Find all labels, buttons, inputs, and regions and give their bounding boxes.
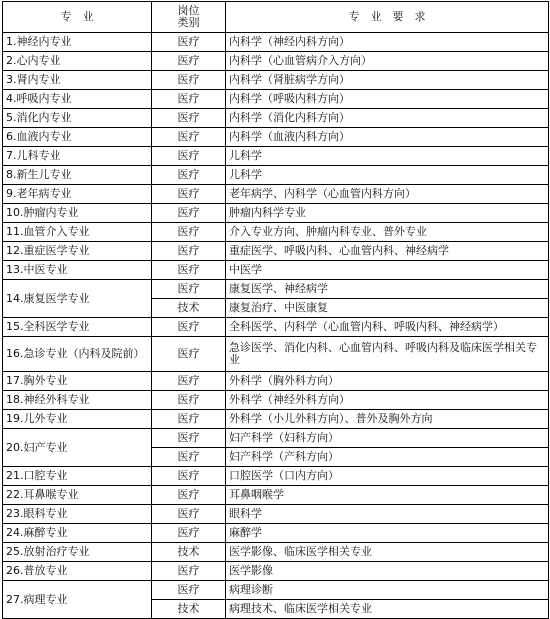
header-requirements: 专 业 要 求	[226, 2, 549, 33]
category-cell: 医疗	[152, 128, 226, 147]
table-row	[3, 261, 549, 280]
category-cell: 医疗	[152, 581, 226, 600]
requirement-cell: 儿科学	[226, 147, 549, 166]
category-cell: 医疗	[152, 147, 226, 166]
table-row	[3, 33, 549, 52]
major-cell: 9.老年病专业	[3, 185, 152, 204]
requirement-cell: 内科学（肾脏病学方向）	[226, 71, 549, 90]
category-cell: 医疗	[152, 486, 226, 505]
requirement-cell: 外科学（神经外科方向）	[226, 391, 549, 410]
majors-table	[2, 1, 549, 619]
major-cell: 10.肿瘤内专业	[3, 204, 152, 223]
major-cell: 12.重症医学专业	[3, 242, 152, 261]
requirement-cell: 妇产科学（妇科方向）	[226, 429, 549, 448]
table-row	[3, 543, 549, 562]
requirement-cell: 重症医学、呼吸内科、心血管内科、神经病学	[226, 242, 549, 261]
header-major: 专 业	[3, 2, 152, 33]
category-cell: 医疗	[152, 337, 226, 372]
requirement-cell: 肿瘤内科学专业	[226, 204, 549, 223]
category-cell: 技术	[152, 543, 226, 562]
major-cell: 19.儿外专业	[3, 410, 152, 429]
major-cell: 21.口腔专业	[3, 467, 152, 486]
table-row	[3, 318, 549, 337]
table-row	[3, 166, 549, 185]
table-row	[3, 147, 549, 166]
category-cell: 医疗	[152, 166, 226, 185]
requirement-cell: 儿科学	[226, 166, 549, 185]
category-cell: 医疗	[152, 467, 226, 486]
category-cell: 医疗	[152, 429, 226, 448]
table-row	[3, 242, 549, 261]
table-row	[3, 429, 549, 448]
table-row	[3, 410, 549, 429]
requirement-cell: 病理诊断	[226, 581, 549, 600]
category-cell: 医疗	[152, 280, 226, 299]
table-row	[3, 486, 549, 505]
category-cell: 医疗	[152, 71, 226, 90]
requirement-cell: 全科医学、内科学（心血管内科、呼吸内科、神经病学）	[226, 318, 549, 337]
major-cell: 15.全科医学专业	[3, 318, 152, 337]
requirement-cell: 口腔医学（口内方向）	[226, 467, 549, 486]
category-cell: 医疗	[152, 242, 226, 261]
category-cell: 医疗	[152, 318, 226, 337]
table-row	[3, 562, 549, 581]
major-cell: 27.病理专业	[3, 581, 152, 619]
requirement-cell: 内科学（消化内科方向）	[226, 109, 549, 128]
table-row	[3, 52, 549, 71]
major-cell: 23.眼科专业	[3, 505, 152, 524]
table-row	[3, 128, 549, 147]
category-cell: 医疗	[152, 90, 226, 109]
requirement-cell: 病理技术、临床医学相关专业	[226, 600, 549, 619]
major-cell: 3.肾内专业	[3, 71, 152, 90]
requirement-cell: 中医学	[226, 261, 549, 280]
category-cell: 医疗	[152, 261, 226, 280]
category-cell: 医疗	[152, 391, 226, 410]
category-cell: 医疗	[152, 562, 226, 581]
requirement-cell: 内科学（神经内科方向）	[226, 33, 549, 52]
major-cell: 1.神经内专业	[3, 33, 152, 52]
category-cell: 医疗	[152, 372, 226, 391]
requirement-cell: 外科学（胸外科方向）	[226, 372, 549, 391]
header-category: 岗位 类别	[152, 2, 226, 33]
major-cell: 8.新生儿专业	[3, 166, 152, 185]
major-cell: 6.血液内专业	[3, 128, 152, 147]
category-cell: 医疗	[152, 410, 226, 429]
requirement-cell: 内科学（呼吸内科方向）	[226, 90, 549, 109]
requirement-cell: 妇产科学（产科方向）	[226, 448, 549, 467]
category-cell: 医疗	[152, 52, 226, 71]
table-row	[3, 109, 549, 128]
document-page	[2, 1, 548, 619]
category-cell: 医疗	[152, 524, 226, 543]
table-row	[3, 90, 549, 109]
requirement-cell: 医学影像、临床医学相关专业	[226, 543, 549, 562]
major-cell: 22.耳鼻喉专业	[3, 486, 152, 505]
category-cell: 医疗	[152, 223, 226, 242]
table-row	[3, 185, 549, 204]
category-cell: 技术	[152, 299, 226, 318]
major-cell: 26.普放专业	[3, 562, 152, 581]
requirement-cell: 外科学（小儿外科方向）、普外及胸外方向	[226, 410, 549, 429]
table-row	[3, 467, 549, 486]
requirement-cell: 耳鼻咽喉学	[226, 486, 549, 505]
major-cell: 13.中医专业	[3, 261, 152, 280]
category-cell: 医疗	[152, 448, 226, 467]
major-cell: 14.康复医学专业	[3, 280, 152, 318]
requirement-cell: 急诊医学、消化内科、心血管内科、呼吸内科及临床医学相关专业	[226, 337, 549, 372]
category-cell: 医疗	[152, 109, 226, 128]
major-cell: 5.消化内专业	[3, 109, 152, 128]
major-cell: 7.儿科专业	[3, 147, 152, 166]
requirement-cell: 眼科学	[226, 505, 549, 524]
category-cell: 医疗	[152, 204, 226, 223]
category-cell: 技术	[152, 600, 226, 619]
requirement-cell: 内科学（血液内科方向）	[226, 128, 549, 147]
major-cell: 17.胸外专业	[3, 372, 152, 391]
requirement-cell: 麻醉学	[226, 524, 549, 543]
table-row	[3, 71, 549, 90]
table-row	[3, 223, 549, 242]
requirement-cell: 介入专业方向、肿瘤内科专业、普外专业	[226, 223, 549, 242]
table-row	[3, 581, 549, 600]
major-cell: 2.心内专业	[3, 52, 152, 71]
requirement-cell: 内科学（心血管病介入方向）	[226, 52, 549, 71]
requirement-cell: 康复治疗、中医康复	[226, 299, 549, 318]
table-row	[3, 204, 549, 223]
major-cell: 11.血管介入专业	[3, 223, 152, 242]
table-row	[3, 280, 549, 299]
requirement-cell: 医学影像	[226, 562, 549, 581]
major-cell: 20.妇产专业	[3, 429, 152, 467]
table-row	[3, 505, 549, 524]
table-row	[3, 524, 549, 543]
table-row	[3, 337, 549, 372]
major-cell: 16.急诊专业（内科及院前）	[3, 337, 152, 372]
table-header-row	[3, 2, 549, 33]
category-cell: 医疗	[152, 33, 226, 52]
major-cell: 4.呼吸内专业	[3, 90, 152, 109]
major-cell: 25.放射治疗专业	[3, 543, 152, 562]
table-row	[3, 391, 549, 410]
table-body	[3, 33, 549, 619]
category-cell: 医疗	[152, 185, 226, 204]
table-row	[3, 372, 549, 391]
category-cell: 医疗	[152, 505, 226, 524]
requirement-cell: 康复医学、神经病学	[226, 280, 549, 299]
major-cell: 18.神经外科专业	[3, 391, 152, 410]
major-cell: 24.麻醉专业	[3, 524, 152, 543]
requirement-cell: 老年病学、内科学（心血管内科方向）	[226, 185, 549, 204]
